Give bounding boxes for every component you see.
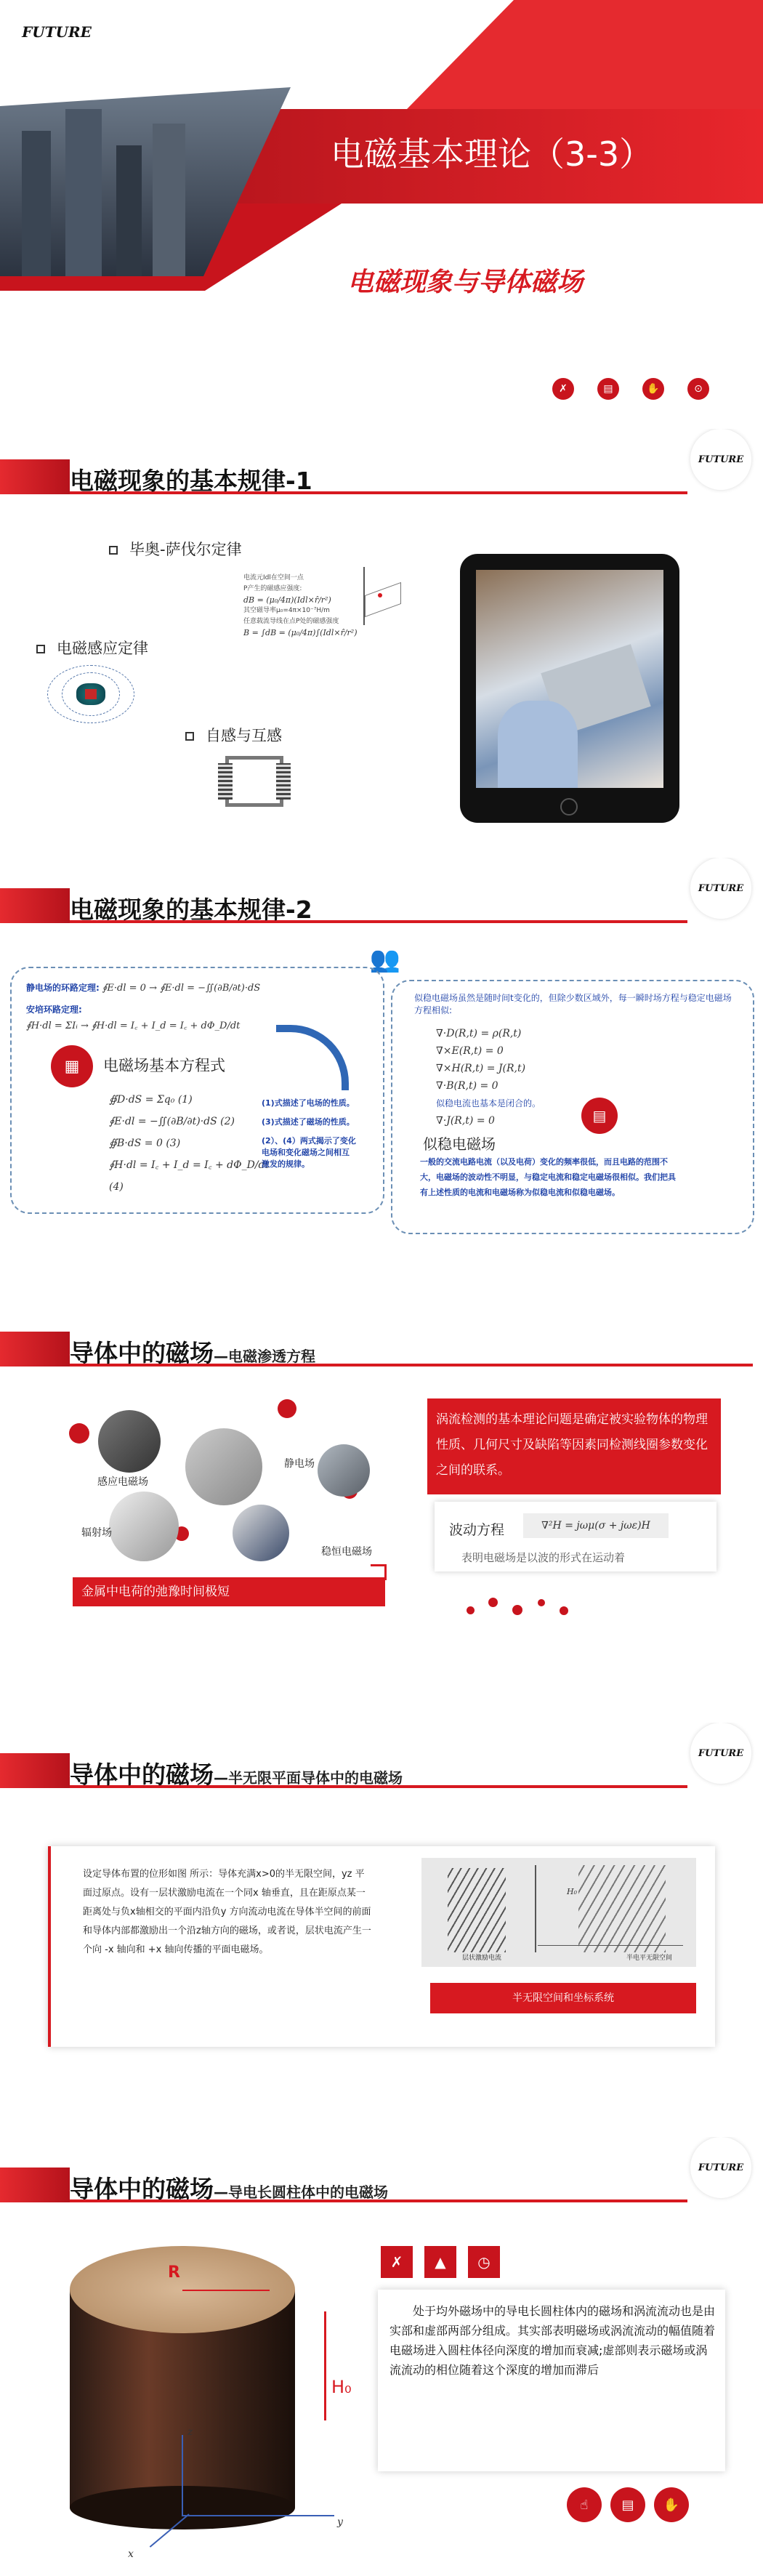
section-title: 导体中的磁场—电磁渗透方程 bbox=[70, 1339, 315, 1367]
section-title: 导体中的磁场—导电长圆柱体中的电磁场 bbox=[70, 2175, 388, 2203]
logo: FUTURE bbox=[690, 429, 751, 490]
semi-infinite-figure: 层状激励电流 半电平无限空间 H₀ bbox=[421, 1858, 696, 1967]
quasi-equations: ∇·D(R,t) = ρ(R,t) ∇×E(R,t) = 0 ∇×H(R,t) = J(R,t) ∇·B(R,t) = 0 似稳电流也基本是闭合的。 ∇·J(R,t) = 0 bbox=[436, 1028, 541, 1127]
tools-photo bbox=[318, 1444, 370, 1497]
people-icon: ✋ bbox=[654, 2487, 689, 2522]
wave-equation: ∇²H = jωμ(σ + jωε)H bbox=[523, 1513, 669, 1538]
trash-icon[interactable]: ▤ bbox=[597, 378, 619, 400]
bullet-square-icon bbox=[109, 546, 118, 555]
logo: FUTURE bbox=[13, 17, 100, 47]
basic-equations: ∯D·dS = Σq₀ (1) ∮E·dl = −∬(∂B/∂t)·dS (2) ∯B·dS = 0 (3) ∮H·dl = I꜀ + I_d = I꜀ + dΦ_D/dt (4) bbox=[109, 1094, 270, 1193]
h0-label: H₀ bbox=[331, 2377, 352, 2397]
red-dot bbox=[488, 1598, 498, 1607]
circuit-photo bbox=[98, 1410, 161, 1473]
hand-icon: ☝ bbox=[567, 2487, 602, 2522]
logo: FUTURE bbox=[690, 2137, 751, 2198]
slide-semi-infinite bbox=[0, 1723, 763, 2130]
red-dot bbox=[278, 1399, 296, 1418]
laptop-photo bbox=[185, 1428, 262, 1505]
title-bar bbox=[0, 1332, 70, 1367]
equation-notes: (1)式描述了电场的性质。 (3)式描述了磁场的性质。 (2）、(4）两式揭示了变化电场和变化磁场之间相互激发的规律。 bbox=[262, 1098, 356, 1169]
label-electrostatic: 静电场 bbox=[284, 1458, 315, 1470]
slide-em-laws-1 bbox=[0, 429, 763, 850]
basic-equations-title: 电磁场基本方程式 bbox=[103, 1057, 225, 1074]
relaxation-banner: 金属中电荷的弛豫时间极短 bbox=[73, 1577, 385, 1606]
title-bar bbox=[0, 888, 70, 923]
semi-infinite-text: 设定导体布置的位形如图 所示：导体充满x>0的半无限空间，yz 平面过原点。设有一层状激励电流在一个同x 轴垂直，且在距原点某一距离处与负x轴相交的平面内沿负y 方向流动电流在导体半空间的前面和导体内部都激励出一个沿z轴方向的磁场，或者说，层状电流产生一个向 -x 轴向和 +x 轴向传播的平面电磁场。 bbox=[83, 1869, 371, 1955]
bullet-induction: 电磁感应定律 bbox=[36, 637, 148, 659]
wave-title: 波动方程 bbox=[449, 1522, 505, 1538]
bullet-biot-savart: 毕奥-萨伐尔定律 bbox=[109, 538, 242, 560]
red-dot bbox=[560, 1606, 568, 1615]
eddy-red-box: 涡流检测的基本理论问题是确定被实验物体的物理性质、几何尺寸及缺陷等因素同检测线圈参数变化之间的联系。 bbox=[427, 1398, 721, 1494]
slide-conductor-penetration bbox=[0, 1301, 763, 1723]
biot-savart-diagram bbox=[349, 567, 407, 625]
hands-icon[interactable]: ✋ bbox=[642, 378, 664, 400]
mouse-icon[interactable]: ⊙ bbox=[687, 378, 709, 400]
document-icon: ▤ bbox=[581, 1098, 618, 1134]
calculator-icon: ▦ bbox=[51, 1045, 93, 1087]
wave-text: 表明电磁场是以波的形式在运动着 bbox=[461, 1551, 626, 1564]
figure-caption: 半无限空间和坐标系统 bbox=[430, 1983, 696, 2013]
banner-corner bbox=[371, 1564, 387, 1580]
red-dot bbox=[538, 1599, 545, 1606]
axis-z: z bbox=[187, 2426, 193, 2438]
quasi-text: 一般的交流电路电流（以及电荷）变化的频率很低，而且电路的范围不大，电磁场的波动性不明显，与稳定电流和稳定电磁场很相似。我们把具有上述性质的电流和电磁场称为似稳电流和似稳电磁场。 bbox=[420, 1157, 676, 1197]
quasi-title: 似稳电磁场 bbox=[423, 1135, 496, 1153]
label-radiation: 辐射场 bbox=[81, 1527, 112, 1539]
red-dot bbox=[69, 1423, 89, 1444]
cover-subtitle: 电磁现象与导体磁场 bbox=[347, 267, 584, 297]
left-eq-static: 静电场的环路定理: ∮E·dl = 0 → ∮E·dl = −∬(∂B/∂t)·dS bbox=[26, 983, 261, 994]
writing-photo bbox=[109, 1492, 179, 1561]
section-title: 导体中的磁场—半无限平面导体中的电磁场 bbox=[70, 1760, 403, 1789]
left-eq-ampere: 安培环路定理: ∮H·dl = ΣIᵢ → ∮H·dl = I꜀ + I_d = I꜀ + dΦ_D/dt bbox=[26, 1005, 241, 1031]
cylinder-text: 处于均外磁场中的导电长圆柱体内的磁场和涡流流动也是由实部和虚部两部分组成。其实部表明磁场或涡流流动的幅值随着电磁场进入圆柱体径向深度的增加而衰减;虚部则表示磁场或涡流流动的相位随着这个深度的增加而滞后 bbox=[389, 2304, 716, 2377]
biot-formula-block: 电流元Idl在空间一点 P产生的磁感应强度: dB = (μ₀/4π)(Idl×r̂/r²) 其空磁导率μ₀=4π×10⁻⁷H/m 任意载流导线在点P处的磁感强度 B = ∫dB = (μ₀/4π)∫(Idl×r̂/r²) bbox=[243, 574, 358, 637]
transformer-diagram bbox=[211, 749, 298, 821]
red-dot bbox=[467, 1606, 475, 1614]
wrench-icon[interactable]: ✗ bbox=[552, 378, 574, 400]
red-dot bbox=[512, 1605, 522, 1615]
axis-y: y bbox=[337, 2516, 343, 2528]
chart-icon: ▲ bbox=[424, 2246, 456, 2278]
section-title: 电磁现象的基本规律-2 bbox=[70, 895, 312, 924]
title-bar bbox=[0, 1753, 70, 1788]
h0-arrow bbox=[324, 2311, 326, 2420]
clock-icon: ◷ bbox=[468, 2246, 500, 2278]
bullet-self-mutual: 自感与互感 bbox=[185, 724, 282, 746]
cover-title: 电磁基本理论（3-3） bbox=[331, 134, 653, 174]
axis-lines bbox=[109, 2435, 342, 2551]
slide-cylinder bbox=[0, 2137, 763, 2576]
quasi-intro: 似稳电磁场虽然是随时间t变化的，但除少数区域外，每一瞬时场方程与稳定电磁场方程相似: bbox=[414, 993, 732, 1015]
businessman-photo bbox=[233, 1505, 289, 1561]
cylinder-image: R bbox=[70, 2246, 295, 2529]
section-title: 电磁现象的基本规律-1 bbox=[70, 467, 312, 495]
cover-slide bbox=[0, 0, 763, 422]
label-induced: 感应电磁场 bbox=[97, 1476, 148, 1488]
logo: FUTURE bbox=[690, 858, 751, 919]
slide-em-laws-2 bbox=[0, 858, 763, 1294]
tablet-image bbox=[460, 554, 679, 823]
bullet-square-icon bbox=[185, 732, 194, 741]
tools-icon: ✗ bbox=[381, 2246, 413, 2278]
logo: FUTURE bbox=[690, 1723, 751, 1784]
title-bar bbox=[0, 2168, 70, 2202]
induction-field-diagram bbox=[40, 661, 142, 727]
bullet-square-icon bbox=[36, 645, 45, 653]
trash-icon: ▤ bbox=[610, 2487, 645, 2522]
axis-x: x bbox=[128, 2548, 134, 2560]
title-bar bbox=[0, 459, 70, 494]
people-icon: 👥 bbox=[363, 938, 407, 981]
label-steady: 稳恒电磁场 bbox=[321, 1546, 372, 1558]
